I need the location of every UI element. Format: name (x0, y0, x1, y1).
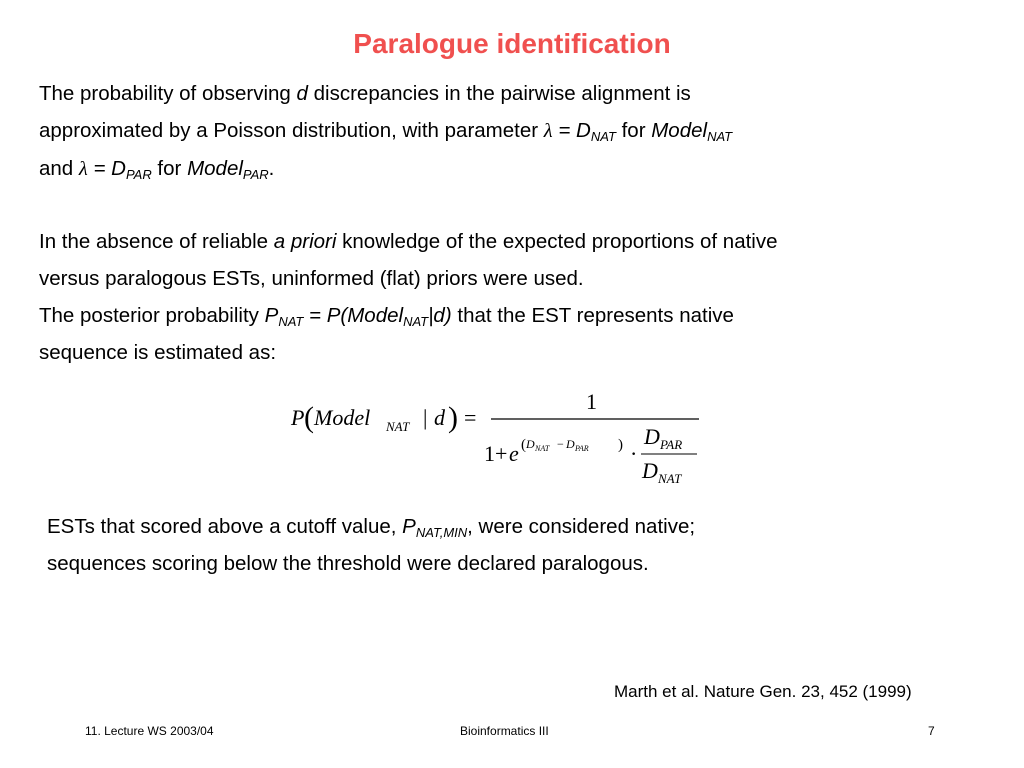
text-run: for (151, 157, 188, 180)
formula-p: P (291, 405, 305, 430)
formula-one-plus: 1+ (484, 441, 508, 466)
text-run: . (268, 157, 275, 180)
inner-den-sub: NAT (658, 471, 682, 486)
inner-num-sub: PAR (660, 437, 683, 452)
exp-d-par: D (566, 437, 575, 451)
subscript: PAR (125, 167, 152, 182)
posterior-formula (285, 383, 705, 493)
paragraph-cutoff (47, 508, 695, 582)
formula-open-paren: ( (304, 401, 314, 434)
paragraph-line: sequence is estimated as: (39, 341, 277, 364)
subscript: NAT (590, 129, 616, 144)
a-priori-term: a priori (273, 230, 337, 253)
variable-d: d (296, 82, 308, 105)
paragraph-priors (39, 223, 778, 371)
text-run: and (39, 157, 79, 180)
text-run: discrepancies in the pairwise alignment is (307, 82, 691, 105)
exp-d-nat: D (526, 437, 535, 451)
paragraph-line (39, 75, 732, 112)
formula-close-paren: ) (448, 401, 458, 434)
text-run: that the EST represents native (451, 304, 734, 327)
paragraph-poisson (39, 75, 732, 188)
inner-num-d: D (644, 424, 660, 449)
subscript: NAT (707, 129, 733, 144)
text-run: = D (87, 157, 126, 180)
formula-e: e (509, 441, 519, 466)
page-number: 7 (928, 724, 935, 738)
paragraph-line (39, 150, 732, 188)
footer-lecture: 11. Lecture WS 2003/04 (85, 724, 214, 738)
paragraph-line (39, 223, 778, 260)
text-run: ESTs that scored above a cutoff value, (47, 515, 403, 538)
formula-dot: · (630, 441, 638, 466)
text-run: , were considered native; (467, 515, 696, 538)
text-run: = D (552, 119, 591, 142)
variable-p: P (264, 304, 279, 327)
formula-d: d (434, 405, 445, 430)
subscript: NAT,MIN (415, 525, 468, 540)
exp-sub-par: PAR (575, 444, 589, 453)
exp-close-paren: ) (618, 437, 623, 453)
text-run: for (615, 119, 652, 142)
exp-minus: − (557, 437, 564, 451)
exp-open-paren: ( (521, 437, 526, 453)
formula-model: Model (314, 405, 371, 430)
text-run: In the absence of reliable (39, 230, 274, 253)
inner-den-d: D (642, 458, 658, 483)
paragraph-line: versus paralogous ESTs, uninformed (flat) priors were used. (39, 267, 584, 290)
text-run: The probability of observing (39, 82, 297, 105)
text-run: knowledge of the expected proportions of native (336, 230, 778, 253)
model-word: Model (187, 157, 243, 180)
footer-course: Bioinformatics III (460, 724, 549, 738)
text-run: = P(Model (303, 304, 404, 327)
paragraph-line: sequences scoring below the threshold were declared paralogous. (47, 552, 649, 575)
subscript: PAR (242, 167, 269, 182)
citation: Marth et al. Nature Gen. 23, 452 (1999) (614, 682, 912, 701)
subscript: NAT (403, 314, 429, 329)
exp-sub-nat: NAT (535, 444, 550, 453)
paragraph-line (39, 112, 732, 150)
formula-sub-nat: NAT (386, 419, 410, 434)
text-run: |d) (428, 304, 452, 327)
variable-p: P (402, 515, 416, 538)
lambda-symbol: λ (78, 158, 88, 180)
lambda-symbol: λ (543, 120, 553, 142)
paragraph-line (47, 508, 695, 545)
formula-numerator: 1 (586, 389, 597, 414)
formula-bar: | (423, 405, 428, 430)
formula-equals: = (464, 405, 477, 430)
model-word: Model (651, 119, 708, 142)
text-run: The posterior probability (39, 304, 265, 327)
text-run: approximated by a Poisson distribution, with parameter (39, 119, 544, 142)
slide-title: Paralogue identification (353, 28, 671, 59)
paragraph-line (39, 297, 778, 334)
subscript: NAT (278, 314, 304, 329)
